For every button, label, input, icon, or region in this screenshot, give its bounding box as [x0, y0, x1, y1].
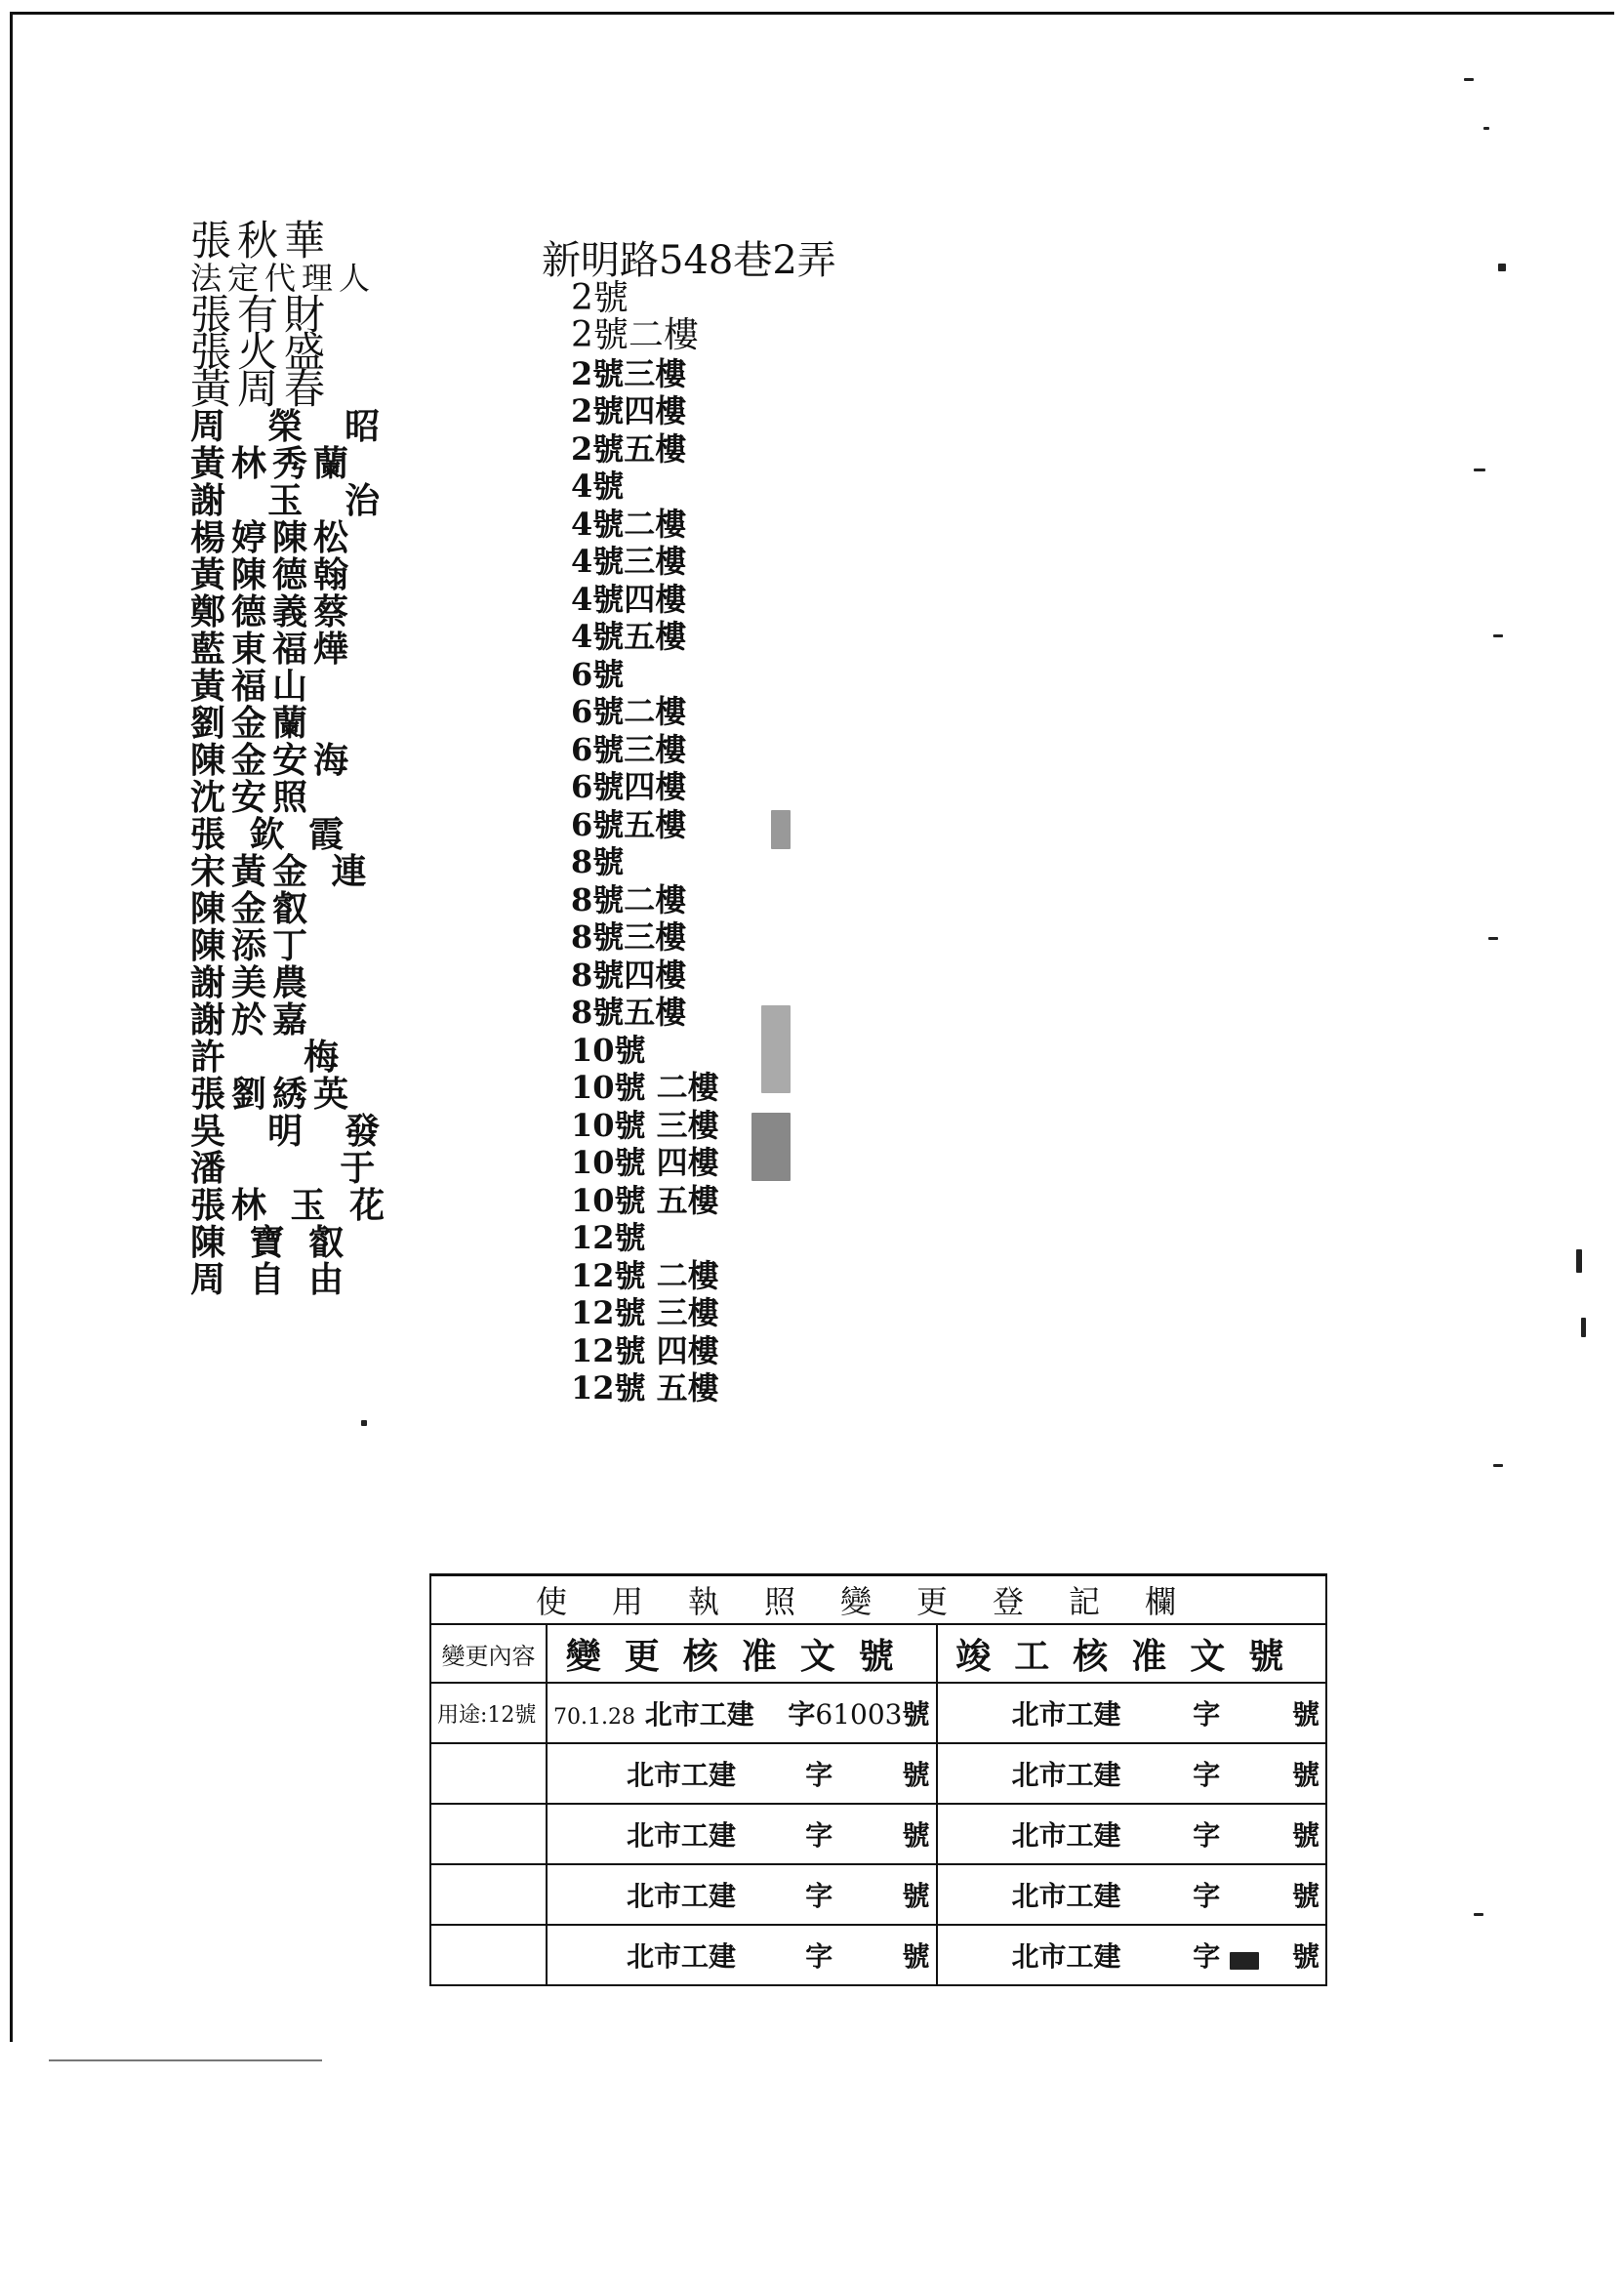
- address-line: 6號: [571, 655, 625, 693]
- owner-name: 謝於嘉: [190, 999, 314, 1040]
- address-line: 10號 三樓: [571, 1106, 719, 1144]
- office-prefix: 北市工建: [627, 1940, 737, 1973]
- address-line: 10號 五樓: [571, 1181, 719, 1219]
- address-line: 8號三樓: [571, 918, 687, 956]
- address-list: [542, 238, 836, 1407]
- header-change-approval-no: 變更核准文號: [547, 1624, 937, 1683]
- address-line: 2號三樓: [571, 354, 687, 392]
- hao-label: 號: [902, 1880, 930, 1912]
- address-line: 10號 四樓: [571, 1144, 719, 1181]
- address-heading: 新明路548巷2弄: [542, 238, 836, 283]
- owner-name: 陳金叡: [190, 888, 314, 929]
- zi-label: 字: [788, 1698, 816, 1731]
- owner-name: 藍東福燁: [190, 629, 355, 670]
- address-line: 4號四樓: [571, 580, 687, 618]
- address-line: 2號四樓: [571, 392, 687, 429]
- owner-name: 張有財: [190, 291, 332, 339]
- completion-approval-cell: [937, 1683, 1327, 1743]
- hao-label: 號: [902, 1940, 930, 1973]
- office-prefix: 北市工建: [627, 1819, 737, 1852]
- office-prefix: 北市工建: [627, 1880, 737, 1912]
- address-line: 12號 四樓: [571, 1331, 719, 1369]
- address-line: 6號四樓: [571, 768, 687, 805]
- approval-date: 70.1.28: [553, 1705, 635, 1730]
- office-prefix: 北市工建: [1011, 1819, 1121, 1852]
- zi-label: 字: [805, 1940, 833, 1973]
- owner-name: 黃周春: [190, 365, 332, 413]
- hao-label: 號: [902, 1698, 930, 1731]
- owner-name: 張 欽 霞: [190, 814, 350, 855]
- hao-label: 號: [902, 1759, 930, 1791]
- change-approval-cell: [547, 1804, 937, 1864]
- owner-name: 陳金安海: [190, 740, 355, 781]
- change-approval-cell: [547, 1743, 937, 1804]
- table-title: 使用執照變更登記欄: [430, 1575, 1326, 1625]
- owner-name: 謝美農: [190, 962, 314, 1003]
- table-row: [430, 1743, 1326, 1804]
- address-line: 8號: [571, 843, 625, 880]
- office-prefix: 北市工建: [627, 1759, 737, 1791]
- hao-label: 號: [1291, 1880, 1320, 1912]
- owner-name: 宋黃金 連: [190, 851, 373, 892]
- office-prefix: 北市工建: [1011, 1880, 1121, 1912]
- change-content-cell: [430, 1864, 547, 1925]
- footer-rule: [49, 2059, 322, 2061]
- completion-approval-cell: [937, 1804, 1327, 1864]
- change-content-cell: [430, 1743, 547, 1804]
- change-content-cell: 用途:12號: [430, 1683, 547, 1743]
- address-line: 10號: [571, 1031, 646, 1069]
- change-approval-cell: [547, 1683, 937, 1743]
- zi-label: 字: [1193, 1880, 1221, 1912]
- owner-name: 劉金蘭: [190, 703, 314, 744]
- owner-name: 周 榮 昭: [190, 406, 386, 447]
- owner-name: 沈安照: [190, 777, 314, 818]
- table-row: [430, 1864, 1326, 1925]
- owner-name: 楊婷陳松: [190, 517, 355, 558]
- address-line: 2號: [571, 277, 629, 318]
- address-line: 12號 五樓: [571, 1369, 719, 1406]
- owner-name: 吳 明 發: [190, 1111, 386, 1152]
- owner-name: 張秋華: [190, 217, 332, 265]
- table-row: [430, 1683, 1326, 1743]
- completion-approval-cell: [937, 1925, 1327, 1985]
- hao-label: 號: [1291, 1940, 1320, 1973]
- address-line: 10號 二樓: [571, 1069, 719, 1106]
- office-prefix: 北市工建: [644, 1698, 754, 1731]
- hao-label: 號: [902, 1819, 930, 1852]
- address-line: 12號 二樓: [571, 1256, 719, 1294]
- completion-approval-cell: [937, 1743, 1327, 1804]
- address-line: 4號二樓: [571, 505, 687, 543]
- table-row: [430, 1925, 1326, 1985]
- change-approval-cell: [547, 1864, 937, 1925]
- owner-name: 鄭德義蔡: [190, 591, 355, 632]
- owner-name: 陳添丁: [190, 925, 314, 966]
- hao-label: 號: [1291, 1698, 1320, 1731]
- address-line: 8號五樓: [571, 994, 687, 1031]
- header-change-content: 變更內容: [430, 1624, 547, 1683]
- office-prefix: 北市工建: [1011, 1698, 1121, 1731]
- zi-label: 字: [805, 1759, 833, 1791]
- hao-label: 號: [1291, 1819, 1320, 1852]
- address-line: 6號三樓: [571, 730, 687, 768]
- approval-number: 61003: [815, 1698, 903, 1731]
- office-prefix: 北市工建: [1011, 1940, 1121, 1973]
- page-border-top: [10, 12, 1614, 15]
- owner-name: 法定代理人: [190, 260, 377, 297]
- address-line: 2號二樓: [571, 315, 699, 355]
- owner-name: 陳 寶 叡: [190, 1222, 350, 1263]
- owner-name: 謝 玉 治: [190, 480, 386, 521]
- owner-name: 黃林秀蘭: [190, 443, 355, 484]
- address-line: 2號五樓: [571, 429, 687, 468]
- owner-name: 張林 玉 花: [190, 1185, 391, 1226]
- owner-names-list: [190, 217, 391, 1300]
- zi-label: 字: [805, 1819, 833, 1852]
- address-line: 8號二樓: [571, 880, 687, 918]
- change-approval-cell: [547, 1925, 937, 1985]
- change-content-cell: [430, 1925, 547, 1985]
- zi-label: 字: [1193, 1759, 1221, 1791]
- address-line: 6號五樓: [571, 805, 687, 843]
- change-content-cell: [430, 1804, 547, 1864]
- owner-name: 黃福山: [190, 666, 314, 707]
- address-line: 12號: [571, 1219, 646, 1256]
- address-line: 4號五樓: [571, 618, 687, 655]
- header-completion-approval-no: 竣工核准文號: [937, 1624, 1327, 1683]
- zi-label: 字: [1193, 1698, 1221, 1731]
- address-line: 4號: [571, 468, 625, 505]
- office-prefix: 北市工建: [1011, 1759, 1121, 1791]
- owner-name: 周 自 由: [190, 1259, 350, 1300]
- owner-name: 潘 于: [190, 1148, 382, 1189]
- owner-name: 許 梅: [190, 1037, 345, 1078]
- zi-label: 字: [1193, 1940, 1221, 1973]
- owner-name: 張劉綉英: [190, 1074, 355, 1115]
- zi-label: 字: [1193, 1819, 1221, 1852]
- owner-name: 張火盛: [190, 328, 332, 376]
- license-change-table: [429, 1573, 1327, 1986]
- address-line: 8號四樓: [571, 956, 687, 994]
- address-line: 12號 三樓: [571, 1294, 719, 1331]
- hao-label: 號: [1291, 1759, 1320, 1791]
- table-row: [430, 1804, 1326, 1864]
- owner-name: 黃陳德翰: [190, 554, 355, 595]
- page-border-left: [10, 12, 13, 2042]
- completion-approval-cell: [937, 1864, 1327, 1925]
- zi-label: 字: [805, 1880, 833, 1912]
- address-line: 6號二樓: [571, 693, 687, 730]
- address-line: 4號三樓: [571, 543, 687, 580]
